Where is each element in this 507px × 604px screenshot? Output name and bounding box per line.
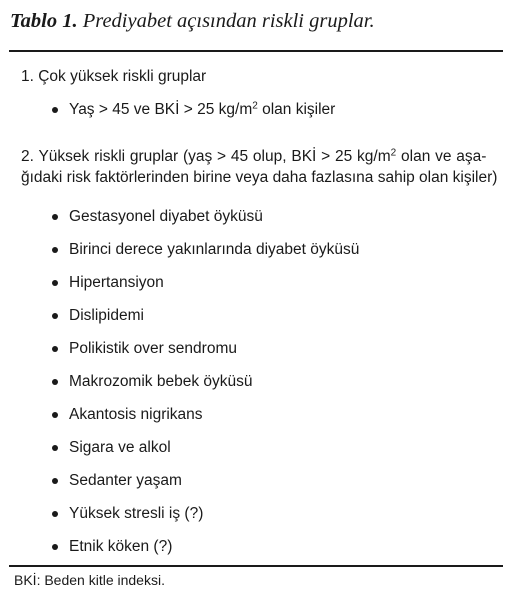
- list-item: [51, 438, 359, 471]
- list-item: [51, 100, 335, 133]
- section2-heading-line1: [21, 146, 497, 167]
- item-text-end: olan kişiler: [257, 101, 336, 118]
- section2-list: [51, 207, 359, 570]
- bullet-icon: [52, 445, 58, 451]
- table-caption: [10, 10, 500, 33]
- table-title-end: .: [369, 10, 375, 32]
- item-text: Hipertansiyon: [69, 274, 164, 291]
- table-title: Prediyabet açısından riskli gruplar: [82, 10, 370, 32]
- list-item: [51, 471, 359, 504]
- bullet-icon: [52, 107, 58, 113]
- item-text: Akantosis nigrikans: [69, 406, 203, 423]
- bullet-icon: [52, 313, 58, 319]
- section2-heading-line2: ğıdaki risk faktörlerinden birine veya daha fazlasına sahip olan kişiler): [21, 169, 498, 186]
- item-text: Yaş > 45 ve BKİ > 25 kg/m: [69, 101, 253, 118]
- item-text: Sigara ve alkol: [69, 439, 171, 456]
- bullet-icon: [52, 478, 58, 484]
- bullet-icon: [52, 247, 58, 253]
- bullet-icon: [52, 511, 58, 517]
- item-text: Polikistik over sendromu: [69, 340, 237, 357]
- section2-heading: [21, 146, 497, 188]
- footnote: BKİ: Beden kitle indeksi.: [14, 572, 165, 588]
- item-text: Gestasyonel diyabet öyküsü: [69, 208, 263, 225]
- item-text: Yüksek stresli iş (?): [69, 505, 204, 522]
- item-text: Makrozomik bebek öyküsü: [69, 373, 253, 390]
- superscript: 2: [390, 147, 397, 159]
- superscript: 2: [252, 100, 258, 112]
- item-text: Sedanter yaşam: [69, 472, 182, 489]
- list-item: [51, 306, 359, 339]
- top-rule: [9, 50, 503, 52]
- section1-list: [51, 100, 335, 133]
- bullet-icon: [52, 412, 58, 418]
- list-item: [51, 207, 359, 240]
- table-label: Tablo 1.: [10, 10, 78, 32]
- heading-text-end: olan ve aşa-: [396, 148, 487, 165]
- bullet-icon: [52, 544, 58, 550]
- item-text: Birinci derece yakınlarında diyabet öyküsü: [69, 241, 360, 258]
- item-text: Etnik köken (?): [69, 538, 173, 555]
- bottom-rule: [9, 565, 503, 567]
- list-item: [51, 240, 359, 273]
- item-text: Dislipidemi: [69, 307, 144, 324]
- heading-text: 2. Yüksek riskli gruplar (yaş > 45 olup, BKİ > 25 kg/m: [21, 148, 391, 165]
- bullet-icon: [52, 214, 58, 220]
- list-item: [51, 405, 359, 438]
- section1-heading: 1. Çok yüksek riskli gruplar: [21, 68, 207, 85]
- list-item: [51, 339, 359, 372]
- bullet-icon: [52, 280, 58, 286]
- bullet-icon: [52, 379, 58, 385]
- list-item: [51, 372, 359, 405]
- bullet-icon: [52, 346, 58, 352]
- list-item: [51, 273, 359, 306]
- list-item: [51, 504, 359, 537]
